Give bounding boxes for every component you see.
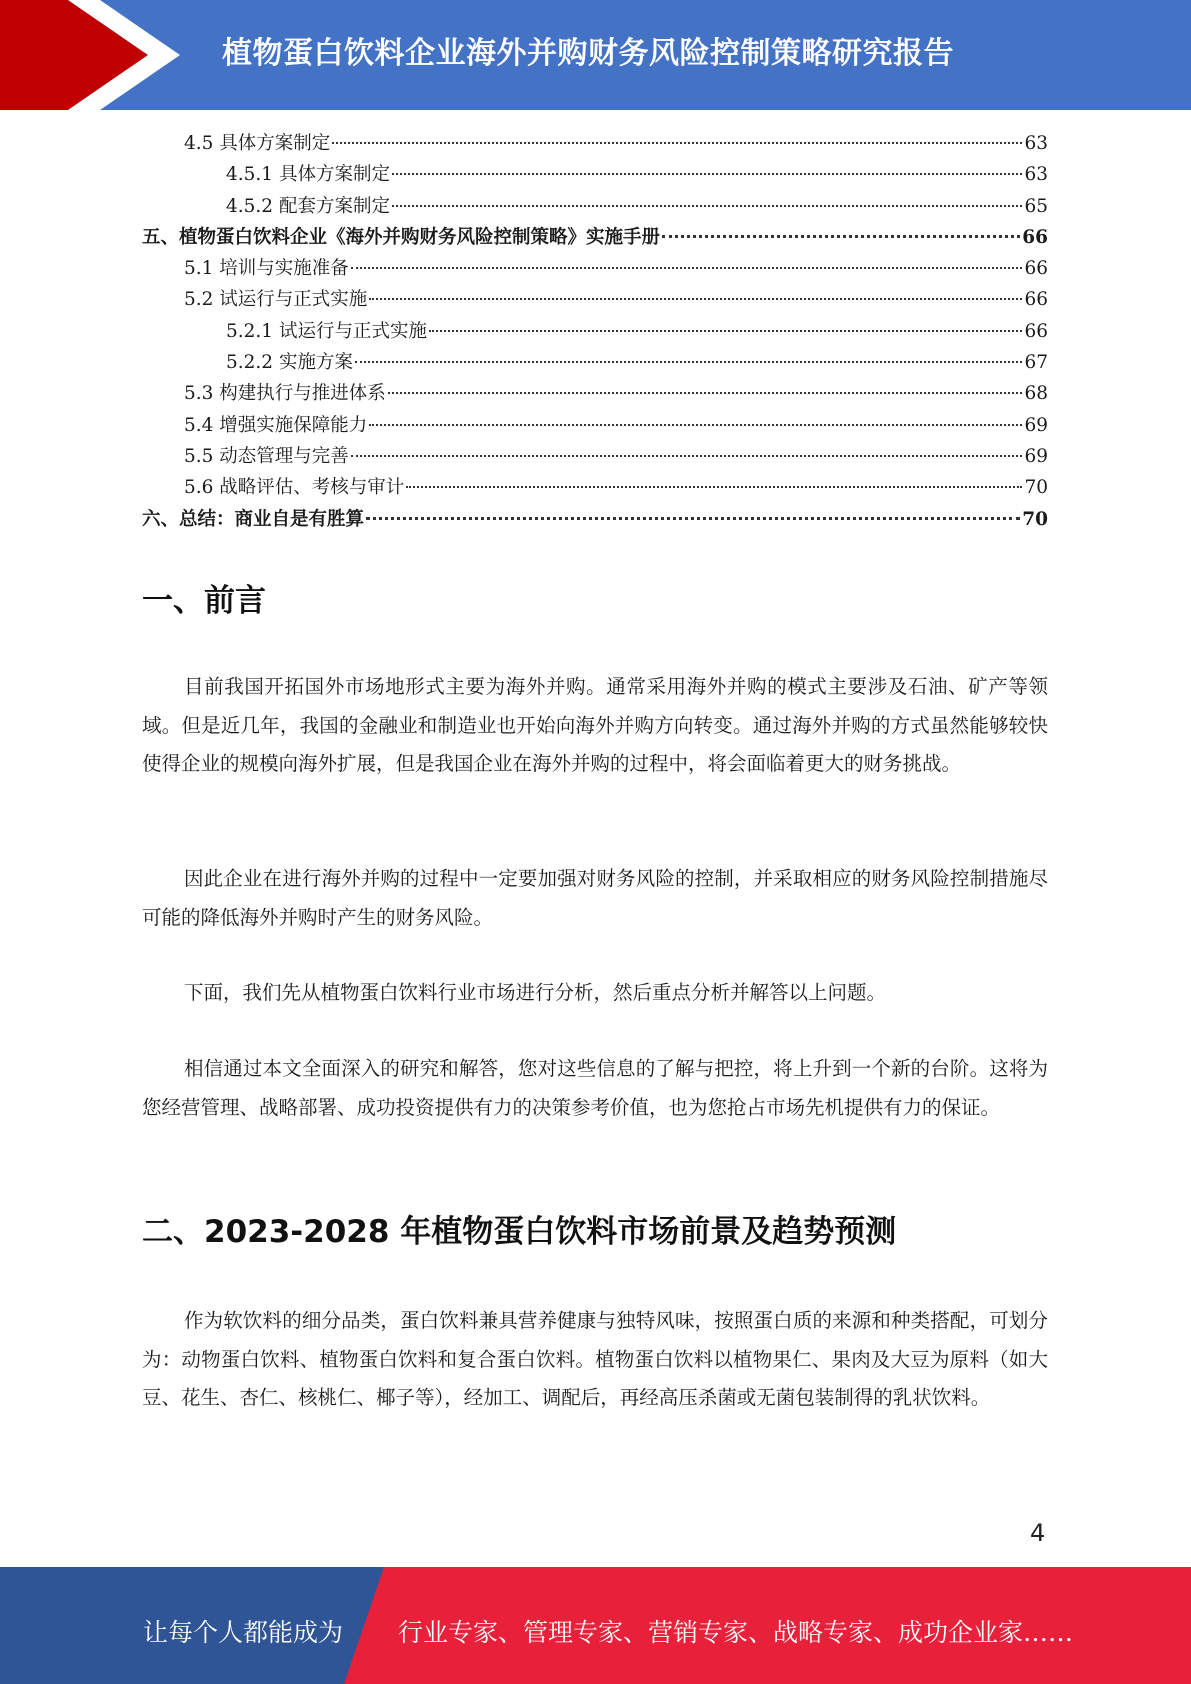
toc-entry[interactable] [142,223,1048,254]
toc-entry[interactable] [142,192,1048,223]
toc-entry-page: 66 [1024,258,1048,280]
toc-entry-title: 六、总结：商业自是有胜算 [142,508,365,530]
toc-leader-dots [366,517,1020,520]
report-title: 植物蛋白饮料企业海外并购财务风险控制策略研究报告 [222,36,954,71]
toc-entry-title: 5.5 动态管理与完善 [184,445,349,467]
toc-leader-dots [392,205,1022,207]
toc-entry-page: 70 [1024,477,1048,499]
toc-leader-dots [351,267,1023,269]
toc-entry-page: 70 [1022,508,1048,530]
footer-banner [0,1567,1191,1684]
toc-leader-dots [369,424,1022,426]
paragraph: 作为软饮料的细分品类，蛋白饮料兼具营养健康与独特风味，按照蛋白质的来源和种类搭配，可划分为：动物蛋白饮料、植物蛋白饮料和复合蛋白饮料。植物蛋白饮料以植物果仁、果肉及大豆为原料（如大豆、花生、杏仁、核桃仁、椰子等），经加工、调配后，再经高压杀菌或无菌包装制得的乳状饮料。 [142,1309,1048,1409]
toc-leader-dots [351,455,1023,457]
toc-entry[interactable] [142,505,1048,536]
section-heading-preface: 一、前言 [142,583,266,619]
toc-entry[interactable] [142,317,1048,348]
toc-entry-page: 63 [1024,164,1048,186]
toc-leader-dots [662,235,1020,238]
toc-entry[interactable] [142,285,1048,316]
toc-entry-page: 69 [1024,445,1048,467]
toc-entry-title: 5.2 试运行与正式实施 [184,289,368,311]
toc-entry-page: 69 [1024,414,1048,436]
toc-entry-title: 5.1 培训与实施准备 [184,258,349,280]
toc-leader-dots [388,392,1023,394]
toc-entry[interactable] [142,160,1048,191]
toc-entry-title: 5.2.1 试运行与正式实施 [226,320,427,342]
paragraph: 下面，我们先从植物蛋白饮料行业市场进行分析，然后重点分析并解答以上问题。 [184,981,887,1004]
toc-entry[interactable] [142,379,1048,410]
toc-entry-page: 65 [1024,195,1048,217]
page-number: 4 [1030,1519,1046,1547]
toc-entry-page: 66 [1024,289,1048,311]
toc-entry-page: 67 [1024,352,1048,374]
header-banner [0,0,1191,110]
paragraph: 相信通过本文全面深入的研究和解答，您对这些信息的了解与把控，将上升到一个新的台阶。这将为您经营管理、战略部署、成功投资提供有力的决策参考价值，也为您抢占市场先机提供有力的保证。 [142,1057,1048,1119]
toc-entry-page: 66 [1024,320,1048,342]
toc-entry-page: 63 [1024,133,1048,154]
toc-entry[interactable] [142,254,1048,285]
toc-entry-title: 4.5.1 具体方案制定 [226,164,390,186]
toc-entry-title: 5.4 增强实施保障能力 [184,414,368,436]
toc-leader-dots [355,361,1023,363]
toc-entry-title: 4.5.2 配套方案制定 [226,195,390,217]
toc-entry[interactable] [142,411,1048,442]
footer-slogan-left: 让每个人都能成为 [143,1618,344,1647]
toc-entry[interactable] [142,473,1048,504]
toc-entry-title: 4.5 具体方案制定 [184,133,331,154]
paragraph: 目前我国开拓国外市场地形式主要为海外并购。通常采用海外并购的模式主要涉及石油、矿产等领域。但是近几年，我国的金融业和制造业也开始向海外并购方向转变。通过海外并购的方式虽然能够较快使得企业的规模向海外扩展，但是我国企业在海外并购的过程中，将会面临着更大的财务挑战。 [142,675,1048,775]
toc-entry[interactable] [142,348,1048,379]
toc-entry-page: 68 [1024,383,1048,405]
toc-leader-dots [392,173,1022,175]
toc-entry-title: 5.2.2 实施方案 [226,352,353,374]
toc-entry-title: 5.6 战略评估、考核与审计 [184,477,405,499]
toc-leader-dots [332,142,1022,144]
toc-leader-dots [369,298,1022,300]
paragraph: 因此企业在进行海外并购的过程中一定要加强对财务风险的控制，并采取相应的财务风险控制措施尽可能的降低海外并购时产生的财务风险。 [142,867,1048,929]
toc-entry-page: 66 [1022,226,1048,248]
toc-entry-title: 5.3 构建执行与推进体系 [184,383,386,405]
section-heading-market-outlook: 二、2023-2028 年植物蛋白饮料市场前景及趋势预测 [142,1214,897,1250]
toc-entry[interactable] [142,129,1048,160]
table-of-contents [142,129,1048,536]
toc-entry-title: 五、植物蛋白饮料企业《海外并购财务风险控制策略》实施手册 [142,226,661,248]
toc-leader-dots [406,486,1022,488]
footer-slogan-right: 行业专家、管理专家、营销专家、战略专家、成功企业家…… [398,1618,1074,1647]
toc-leader-dots [429,330,1022,332]
toc-entry[interactable] [142,442,1048,473]
